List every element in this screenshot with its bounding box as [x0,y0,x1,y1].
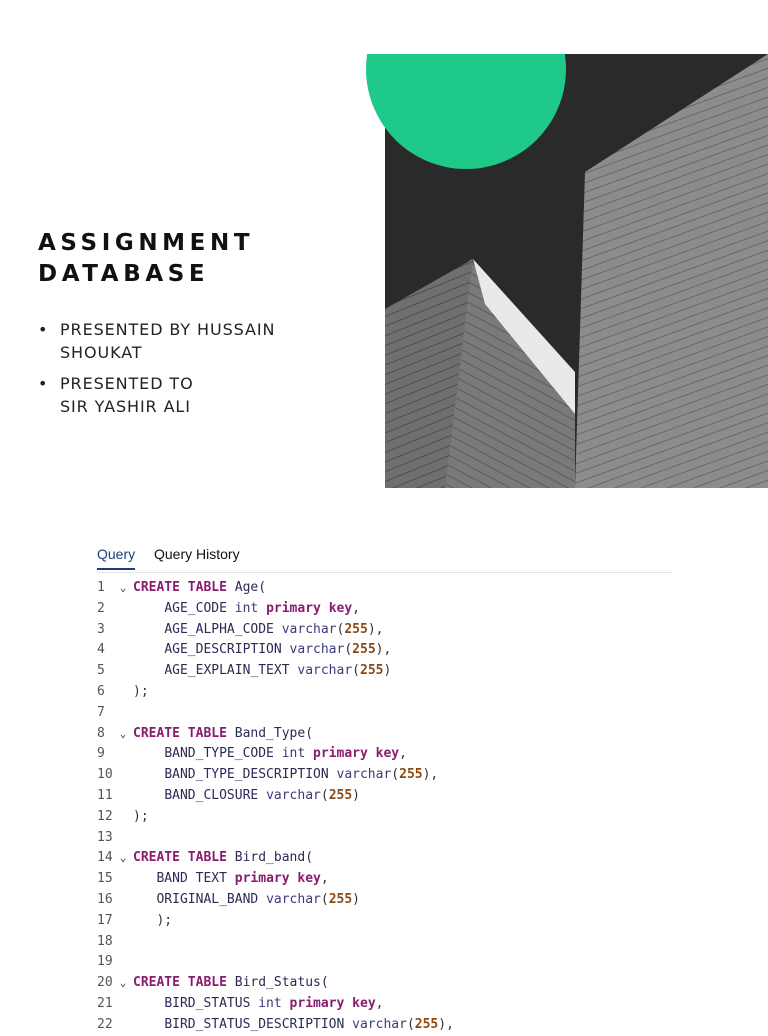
code-line[interactable] [97,807,697,828]
code-token: CREATE TABLE [133,850,227,866]
code-token: AGE_EXPLAIN_TEXT [164,663,298,679]
code-token: primary key [266,600,353,616]
line-number: 3 [97,621,105,637]
line-number: 16 [97,891,113,907]
code-text [133,871,329,886]
code-text [133,663,391,678]
code-token: BAND_TYPE_CODE [164,746,282,762]
code-text [133,996,383,1011]
code-token: BIRD_STATUS_DESCRIPTION [164,1016,353,1032]
code-token: CREATE TABLE [133,580,227,595]
code-token: ( [320,787,329,803]
code-token: Age( [226,580,267,595]
code-token: AGE_DESCRIPTION [164,642,290,658]
code-text [133,767,438,782]
code-token: CREATE TABLE [133,725,227,741]
line-number: 14 [97,850,113,866]
presenter-list [38,318,275,426]
code-token: 255 [399,767,423,783]
code-text [133,913,172,928]
code-token: primary key [313,746,400,762]
fold-chevron-icon[interactable]: ⌄ [119,851,127,865]
line-number: 13 [97,829,113,845]
code-text [133,684,149,699]
code-line[interactable] [97,932,697,953]
code-token: ), [438,1016,454,1032]
line-number: 18 [97,933,113,949]
code-token: BIRD_STATUS [164,995,259,1011]
code-token: varchar [297,663,353,679]
code-line[interactable] [97,682,697,703]
code-token: ( [391,767,400,783]
bullet-item [38,318,275,364]
line-number: 21 [97,995,113,1011]
code-token: int [258,995,290,1011]
code-token: ( [336,621,345,637]
line-number: 9 [97,746,105,762]
line-number: 4 [97,642,105,658]
code-token: ); [133,683,149,699]
bullet-icon: • [38,320,49,339]
line-number: 11 [97,787,113,803]
code-text [133,850,313,865]
code-token: , [399,746,407,762]
code-token: AGE_ALPHA_CODE [164,621,282,637]
code-token: Bird_Status( [226,975,329,991]
code-token: 255 [328,891,353,907]
bullet-text: SHOUKAT [60,343,143,362]
code-token: ) [352,891,360,907]
code-line[interactable] [97,640,697,661]
code-text [133,788,360,803]
code-line[interactable] [97,973,697,994]
code-token: 255 [328,787,353,803]
slide-title-line: DATABASE [38,261,210,287]
sql-editor[interactable] [97,578,697,1036]
code-line[interactable] [97,744,697,765]
code-text [133,601,360,616]
fold-chevron-icon[interactable]: ⌄ [119,581,127,594]
code-line[interactable] [97,1015,697,1036]
line-number: 19 [97,954,113,970]
code-text [133,580,266,595]
code-text [133,1017,454,1032]
line-number: 15 [97,871,113,887]
line-number: 10 [97,767,113,783]
tab-query[interactable]: Query [97,544,135,570]
code-token: ( [320,891,329,907]
line-number: 2 [97,600,105,616]
code-token: 255 [344,621,368,637]
code-text [133,975,329,990]
code-token: AGE_CODE [164,600,235,616]
code-token: ), [367,621,384,637]
code-token: ) [383,663,392,679]
line-number: 5 [97,663,105,679]
code-token: CREATE TABLE [133,975,227,991]
bullet-text: SIR YASHIR ALI [60,397,191,416]
line-number: 20 [97,975,113,991]
code-line[interactable] [97,911,697,932]
code-token: , [320,871,329,887]
code-line[interactable] [97,786,697,807]
code-token: ( [352,663,360,679]
code-token: Band_Type( [226,725,314,741]
code-token: BAND_CLOSURE [164,787,267,803]
fold-chevron-icon[interactable]: ⌄ [119,726,127,740]
line-number: 12 [97,808,113,824]
accent-circle [366,54,566,169]
code-token: , [375,995,384,1011]
line-number: 1 [97,580,105,595]
code-token: ); [156,912,173,928]
line-number: 6 [97,683,105,699]
code-token: ) [352,787,360,803]
code-line[interactable] [97,890,697,911]
code-token: 255 [360,663,384,679]
code-line[interactable] [97,765,697,786]
bullet-icon: • [38,374,49,393]
code-token: int [281,746,314,762]
tab-query-history[interactable]: Query History [154,546,240,562]
slide-title-line: ASSIGNMENT [38,230,255,256]
code-token: varchar [289,642,345,658]
code-line[interactable] [97,848,697,869]
code-token: BAND_TYPE_DESCRIPTION [164,767,337,783]
code-text [133,746,407,761]
line-number: 7 [97,704,105,720]
code-line[interactable] [97,994,697,1015]
code-line[interactable] [97,578,697,599]
code-line[interactable] [97,869,697,890]
code-token: Bird_band( [226,850,314,866]
code-line[interactable] [97,724,697,745]
code-token: , [352,600,360,616]
code-token: int [234,600,267,616]
code-text [133,622,383,637]
bullet-text: PRESENTED TO [60,374,194,393]
code-token: ), [422,767,439,783]
code-text [133,642,391,657]
bullet-item [38,372,275,418]
code-line[interactable] [97,828,697,849]
code-text [133,809,149,824]
code-token: varchar [266,891,321,907]
query-tabs [97,544,672,573]
code-token: BAND TEXT [156,871,235,887]
code-token: varchar [352,1016,407,1032]
code-line[interactable] [97,703,697,724]
code-token: varchar [281,621,337,637]
code-token: ); [133,808,149,824]
line-number: 17 [97,912,113,928]
code-token: ( [344,642,353,658]
slide-title [38,228,254,290]
code-token: ( [406,1016,415,1032]
code-token: primary key [234,871,321,887]
code-line[interactable] [97,599,697,620]
code-token: varchar [266,787,321,803]
code-token: varchar [336,767,392,783]
code-token: 255 [352,642,376,658]
code-line[interactable] [97,661,697,682]
code-token: 255 [414,1016,439,1032]
code-token: ), [375,642,392,658]
code-text [133,726,313,741]
code-line[interactable] [97,952,697,973]
code-line[interactable] [97,620,697,641]
line-number: 22 [97,1016,113,1032]
line-number: 8 [97,725,105,741]
bullet-text: PRESENTED BY HUSSAIN [60,320,276,339]
fold-chevron-icon[interactable]: ⌄ [119,976,127,990]
code-token: primary key [289,995,376,1011]
code-text [133,892,360,907]
code-token: ORIGINAL_BAND [156,891,267,907]
